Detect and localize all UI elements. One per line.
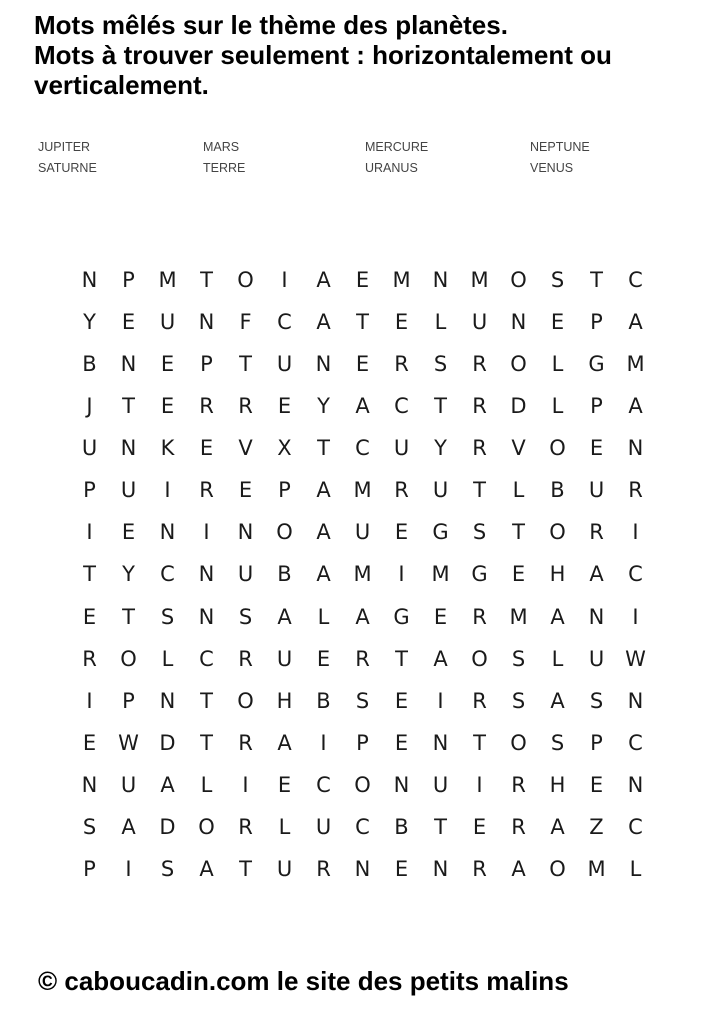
grid-cell[interactable]: L [551,352,564,377]
grid-cell[interactable]: N [393,772,410,797]
grid-cell[interactable]: E [394,730,409,755]
grid-cell[interactable]: M [626,352,645,377]
grid-cell[interactable]: U [120,478,137,503]
grid-cell[interactable]: S [550,730,565,755]
grid-cell[interactable]: I [398,562,405,587]
grid-cell[interactable]: P [83,478,96,503]
grid-cell[interactable]: N [198,310,215,335]
grid-cell[interactable]: G [393,604,410,629]
grid-cell[interactable]: C [160,562,175,587]
grid-cell[interactable]: B [316,688,331,713]
grid-cell[interactable]: Y [83,310,96,335]
grid-cell[interactable]: I [86,688,93,713]
grid-cell[interactable]: D [510,394,527,419]
grid-cell[interactable]: S [550,268,565,293]
grid-cell[interactable]: H [549,772,566,797]
grid-cell[interactable]: C [355,814,370,839]
title-line-2: Mots à trouver seulement : horizontalement ou [34,40,612,70]
grid-cell[interactable]: T [434,394,447,419]
grid-cell[interactable]: C [316,772,331,797]
grid-cell[interactable]: A [550,814,565,839]
grid-cell[interactable]: S [472,520,487,545]
grid-cell[interactable]: G [588,352,605,377]
grid-cell[interactable]: S [82,814,97,839]
word-item: URANUS [365,161,418,175]
grid-cell[interactable]: O [276,520,293,545]
grid-cell[interactable]: C [628,814,643,839]
grid-cell[interactable]: S [511,646,526,671]
footer-credit: © caboucadin.com le site des petits malins [38,966,569,996]
grid-cell[interactable]: A [316,310,331,335]
grid-cell[interactable]: R [472,604,487,629]
grid-cell[interactable]: N [198,604,215,629]
grid-cell[interactable]: Y [434,436,447,461]
word-list [38,139,698,177]
grid-cell[interactable]: E [550,310,565,335]
grid-cell[interactable]: G [471,562,488,587]
grid-cell[interactable]: L [200,772,213,797]
grid-cell[interactable]: N [159,688,176,713]
grid-cell[interactable]: N [354,856,371,881]
grid-cell[interactable]: J [86,394,93,419]
title-line-3: verticalement. [34,70,209,100]
grid-cell[interactable]: E [394,520,409,545]
grid-cell[interactable]: R [472,856,487,881]
grid-cell[interactable]: R [238,814,253,839]
grid-cell[interactable]: M [509,604,528,629]
grid-cell[interactable]: R [511,772,526,797]
grid-cell[interactable]: N [588,604,605,629]
grid-cell[interactable]: A [316,478,331,503]
grid-cell[interactable]: E [433,604,448,629]
grid-cell[interactable]: T [122,604,135,629]
grid-cell[interactable]: U [276,646,293,671]
grid-cell[interactable]: E [82,730,97,755]
grid-cell[interactable]: E [589,436,604,461]
grid-cell[interactable]: T [473,730,486,755]
grid-cell[interactable]: A [550,688,565,713]
grid-cell[interactable]: Y [317,394,330,419]
grid-cell[interactable]: U [120,772,137,797]
grid-cell[interactable]: O [510,352,527,377]
grid-cell[interactable]: R [589,520,604,545]
grid-cell[interactable]: R [394,478,409,503]
grid-cell[interactable]: M [353,562,372,587]
grid-cell[interactable]: M [353,478,372,503]
grid-cell[interactable]: S [238,604,253,629]
grid-cell[interactable]: E [277,394,292,419]
grid-cell[interactable]: T [317,436,330,461]
grid-cell[interactable]: R [511,814,526,839]
grid-cell[interactable]: I [320,730,327,755]
grid-cell[interactable]: R [82,646,97,671]
grid-cell[interactable]: W [625,646,646,671]
grid-cell[interactable]: C [394,394,409,419]
grid-cell[interactable]: S [511,688,526,713]
grid-cell[interactable]: H [549,562,566,587]
grid-cell[interactable]: R [628,478,643,503]
grid-cell[interactable]: N [198,562,215,587]
grid-cell[interactable]: E [589,772,604,797]
grid-cell[interactable]: S [433,352,448,377]
grid-cell[interactable]: E [394,688,409,713]
grid-cell[interactable]: I [242,772,249,797]
grid-cell[interactable]: Y [122,562,135,587]
grid-cell[interactable]: U [354,520,371,545]
grid-cell[interactable]: N [81,268,98,293]
grid-cell[interactable]: N [432,730,449,755]
grid-cell[interactable]: T [122,394,135,419]
grid-cell[interactable]: P [356,730,369,755]
grid-cell[interactable]: A [511,856,526,881]
grid-cell[interactable]: E [355,268,370,293]
grid-cell[interactable]: L [434,310,447,335]
grid-cell[interactable]: B [82,352,97,377]
grid-cell[interactable]: R [394,352,409,377]
grid-cell[interactable]: E [277,772,292,797]
grid-cell[interactable]: N [159,520,176,545]
grid-cell[interactable]: A [277,604,292,629]
page-title [34,10,714,100]
grid-cell[interactable]: N [237,520,254,545]
grid-cell[interactable]: T [239,856,252,881]
grid-cell[interactable]: E [160,352,175,377]
grid-cell[interactable]: E [121,520,136,545]
grid-cell[interactable]: C [355,436,370,461]
grid-cell[interactable]: R [472,352,487,377]
title-line-1: Mots mêlés sur le thème des planètes. [34,10,508,40]
grid-cell[interactable]: A [550,604,565,629]
grid-cell[interactable]: E [511,562,526,587]
grid-cell[interactable]: A [589,562,604,587]
grid-cell[interactable]: C [628,562,643,587]
grid-cell[interactable]: E [472,814,487,839]
grid-cell[interactable]: L [317,604,330,629]
grid-cell[interactable]: P [590,310,603,335]
grid-cell[interactable]: N [120,352,137,377]
grid-cell[interactable]: O [237,688,254,713]
grid-cell[interactable]: M [470,268,489,293]
grid-cell[interactable]: U [276,856,293,881]
grid-cell[interactable]: I [86,520,93,545]
grid-cell[interactable]: R [472,394,487,419]
grid-cell[interactable]: P [590,394,603,419]
grid-cell[interactable]: R [238,646,253,671]
grid-cell[interactable]: E [238,478,253,503]
grid-cell[interactable]: O [549,436,566,461]
grid-cell[interactable]: U [432,478,449,503]
grid-cell[interactable]: A [199,856,214,881]
grid-cell[interactable]: N [81,772,98,797]
grid-cell[interactable]: E [82,604,97,629]
grid-cell[interactable]: I [437,688,444,713]
grid-cell[interactable]: U [432,772,449,797]
grid-cell[interactable]: L [512,478,525,503]
grid-cell[interactable]: I [632,520,639,545]
grid-cell[interactable]: W [118,730,139,755]
grid-cell[interactable]: L [278,814,291,839]
grid-cell[interactable]: M [431,562,450,587]
grid-cell[interactable]: N [627,436,644,461]
grid-cell[interactable]: A [355,394,370,419]
grid-cell[interactable]: R [238,730,253,755]
grid-cell[interactable]: N [120,436,137,461]
grid-cell[interactable]: I [476,772,483,797]
grid-cell[interactable]: T [395,646,408,671]
grid-cell[interactable]: D [159,814,176,839]
grid-cell[interactable]: U [393,436,410,461]
grid-cell[interactable]: R [472,436,487,461]
grid-cell[interactable]: O [198,814,215,839]
grid-cell[interactable]: T [473,478,486,503]
grid-cell[interactable]: R [316,856,331,881]
grid-cell[interactable]: O [237,268,254,293]
word-item: MARS [203,140,240,154]
grid-cell[interactable]: G [432,520,449,545]
grid-cell[interactable]: Z [589,814,604,839]
word-item: TERRE [203,161,246,175]
grid-cell[interactable]: E [316,646,331,671]
grid-cell[interactable]: I [164,478,171,503]
grid-cell[interactable]: L [551,394,564,419]
grid-cell[interactable]: H [276,688,293,713]
grid-cell[interactable]: S [160,604,175,629]
grid-cell[interactable]: L [551,646,564,671]
grid-cell[interactable]: L [629,856,642,881]
grid-cell[interactable]: T [239,352,252,377]
grid-cell[interactable]: N [315,352,332,377]
grid-cell[interactable]: M [587,856,606,881]
grid-cell[interactable]: A [628,310,643,335]
grid-cell[interactable]: N [432,268,449,293]
grid-cell[interactable]: I [125,856,132,881]
grid-cell[interactable]: B [394,814,409,839]
grid-cell[interactable]: U [315,814,332,839]
grid-cell[interactable]: T [356,310,369,335]
grid-cell[interactable]: M [158,268,177,293]
grid-cell[interactable]: E [355,352,370,377]
grid-cell[interactable]: C [628,268,643,293]
grid-cell[interactable]: C [628,730,643,755]
grid-cell[interactable]: P [278,478,291,503]
word-item: NEPTUNE [530,140,590,154]
grid-cell[interactable]: E [394,856,409,881]
grid-cell[interactable]: N [510,310,527,335]
grid-cell[interactable]: O [510,730,527,755]
grid-cell[interactable]: P [83,856,96,881]
grid-cell[interactable]: P [200,352,213,377]
grid-cell[interactable]: O [549,520,566,545]
word-item: JUPITER [38,140,91,154]
grid-cell[interactable]: D [159,730,176,755]
grid-cell[interactable]: U [471,310,488,335]
word-item: SATURNE [38,161,97,175]
grid-cell[interactable]: K [160,436,175,461]
grid-cell[interactable]: I [281,268,288,293]
grid-cell[interactable]: R [199,478,214,503]
grid-cell[interactable]: R [472,688,487,713]
grid-cell[interactable]: B [277,562,292,587]
grid-cell[interactable]: I [632,604,639,629]
grid-cell[interactable]: N [432,856,449,881]
grid-cell[interactable]: T [200,688,213,713]
grid-cell[interactable]: T [83,562,96,587]
grid-cell[interactable]: S [355,688,370,713]
grid-cell[interactable]: O [549,856,566,881]
grid-cell[interactable]: T [200,268,213,293]
grid-cell[interactable]: U [588,646,605,671]
grid-cell[interactable]: F [239,310,252,335]
grid-cell[interactable]: V [511,436,526,461]
grid-cell[interactable]: E [160,394,175,419]
grid-cell[interactable]: E [394,310,409,335]
grid-cell[interactable]: S [160,856,175,881]
grid-cell[interactable]: O [354,772,371,797]
grid-cell[interactable]: A [316,268,331,293]
grid-cell[interactable]: T [590,268,603,293]
grid-cell[interactable]: A [628,394,643,419]
grid-cell[interactable]: A [355,604,370,629]
grid-cell[interactable]: A [433,646,448,671]
grid-cell[interactable]: C [199,646,214,671]
grid-cell[interactable]: X [277,436,292,461]
grid-cell[interactable]: B [550,478,565,503]
grid-cell[interactable]: N [627,772,644,797]
grid-cell[interactable]: A [277,730,292,755]
grid-cell[interactable]: U [276,352,293,377]
grid-cell[interactable]: R [199,394,214,419]
grid-cell[interactable]: S [589,688,604,713]
grid-cell[interactable]: A [316,520,331,545]
grid-cell[interactable]: M [392,268,411,293]
grid-cell[interactable]: U [81,436,98,461]
grid-cell[interactable]: V [238,436,253,461]
grid-cell[interactable]: E [121,310,136,335]
grid-cell[interactable]: U [237,562,254,587]
grid-cell[interactable]: P [122,268,135,293]
word-item: MERCURE [365,140,429,154]
grid-cell[interactable]: R [355,646,370,671]
grid-cell[interactable]: A [160,772,175,797]
grid-cell[interactable]: A [121,814,136,839]
grid-cell[interactable]: T [512,520,525,545]
grid-cell[interactable]: N [627,688,644,713]
letter-grid [70,259,655,890]
grid-cell[interactable]: E [199,436,214,461]
grid-cell[interactable]: P [590,730,603,755]
word-item: VENUS [530,161,574,175]
grid-cell[interactable]: A [316,562,331,587]
grid-cell[interactable]: I [203,520,210,545]
grid-cell[interactable]: C [277,310,292,335]
grid-cell[interactable]: T [200,730,213,755]
grid-cell[interactable]: T [434,814,447,839]
grid-cell[interactable]: U [588,478,605,503]
grid-cell[interactable]: O [510,268,527,293]
grid-cell[interactable]: L [161,646,174,671]
grid-cell[interactable]: U [159,310,176,335]
grid-cell[interactable]: P [122,688,135,713]
grid-cell[interactable]: O [120,646,137,671]
grid-cell[interactable]: O [471,646,488,671]
grid-cell[interactable]: R [238,394,253,419]
